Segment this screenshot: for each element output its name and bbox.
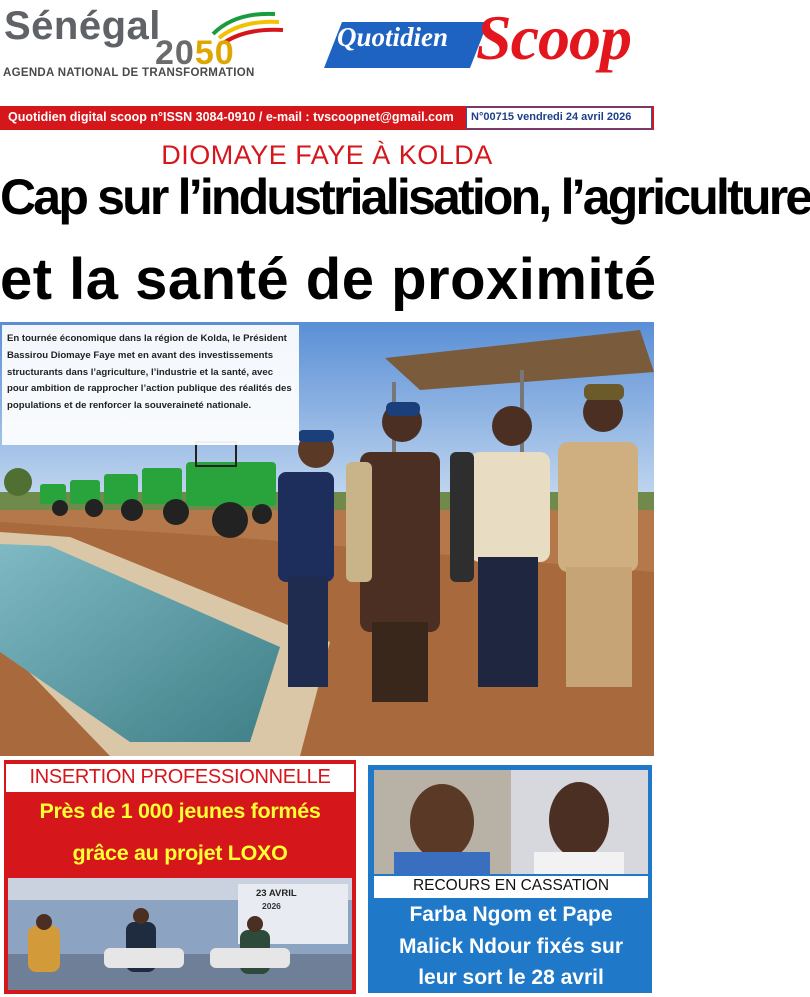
lead-summary: En tournée économique dans la région de Kolda, le Président Bassirou Diomaye Faye met en avant des investissements structurants dans l’agriculture, l’industrie et la santé, avec pour ambition de rapprocher l’action publique des réalités des populations et de renforcer la souveraineté nationale. xyxy=(7,333,292,412)
story-left-kicker: INSERTION PROFESSIONNELLE xyxy=(29,766,331,788)
issue-number-date: N°00715 vendredi 24 avril 2026 xyxy=(471,111,632,123)
senegal-logo-tagline: AGENDA NATIONAL DE TRANSFORMATION xyxy=(3,67,255,79)
lead-kicker: DIOMAYE FAYE À KOLDA xyxy=(161,140,493,170)
story-right-kicker: RECOURS EN CASSATION xyxy=(412,877,610,894)
brand-quotidien: Quotidien xyxy=(337,22,449,52)
story-left-photo xyxy=(8,878,352,990)
story-left-photo-year: 2026 xyxy=(262,901,281,911)
story-right-title-line2: Malick Ndour fixés sur xyxy=(398,935,624,958)
senegal-logo-word: Sénégal xyxy=(4,4,161,48)
issn-email-line: Quotidien digital scoop n°ISSN 3084-0910 / e-mail : tvscoopnet@gmail.com xyxy=(8,110,454,124)
brand-scoop: Scoop xyxy=(476,2,631,73)
lead-headline-line1: Cap sur l’industrialisation, l’agriculture xyxy=(0,169,810,225)
story-left-title-line2: grâce au projet LOXO xyxy=(72,841,288,865)
story-left-photo-date: 23 AVRIL xyxy=(256,888,297,899)
lead-headline-line2: et la santé de proximité xyxy=(0,247,657,312)
story-right-title-line1: Farba Ngom et Pape xyxy=(409,903,613,926)
story-right-title-line3: leur sort le 28 avril xyxy=(418,966,604,989)
story-left-title-line1: Près de 1 000 jeunes formés xyxy=(39,799,321,823)
story-right-photo xyxy=(374,770,648,874)
senegal-logo-year: 2050 xyxy=(155,34,235,72)
